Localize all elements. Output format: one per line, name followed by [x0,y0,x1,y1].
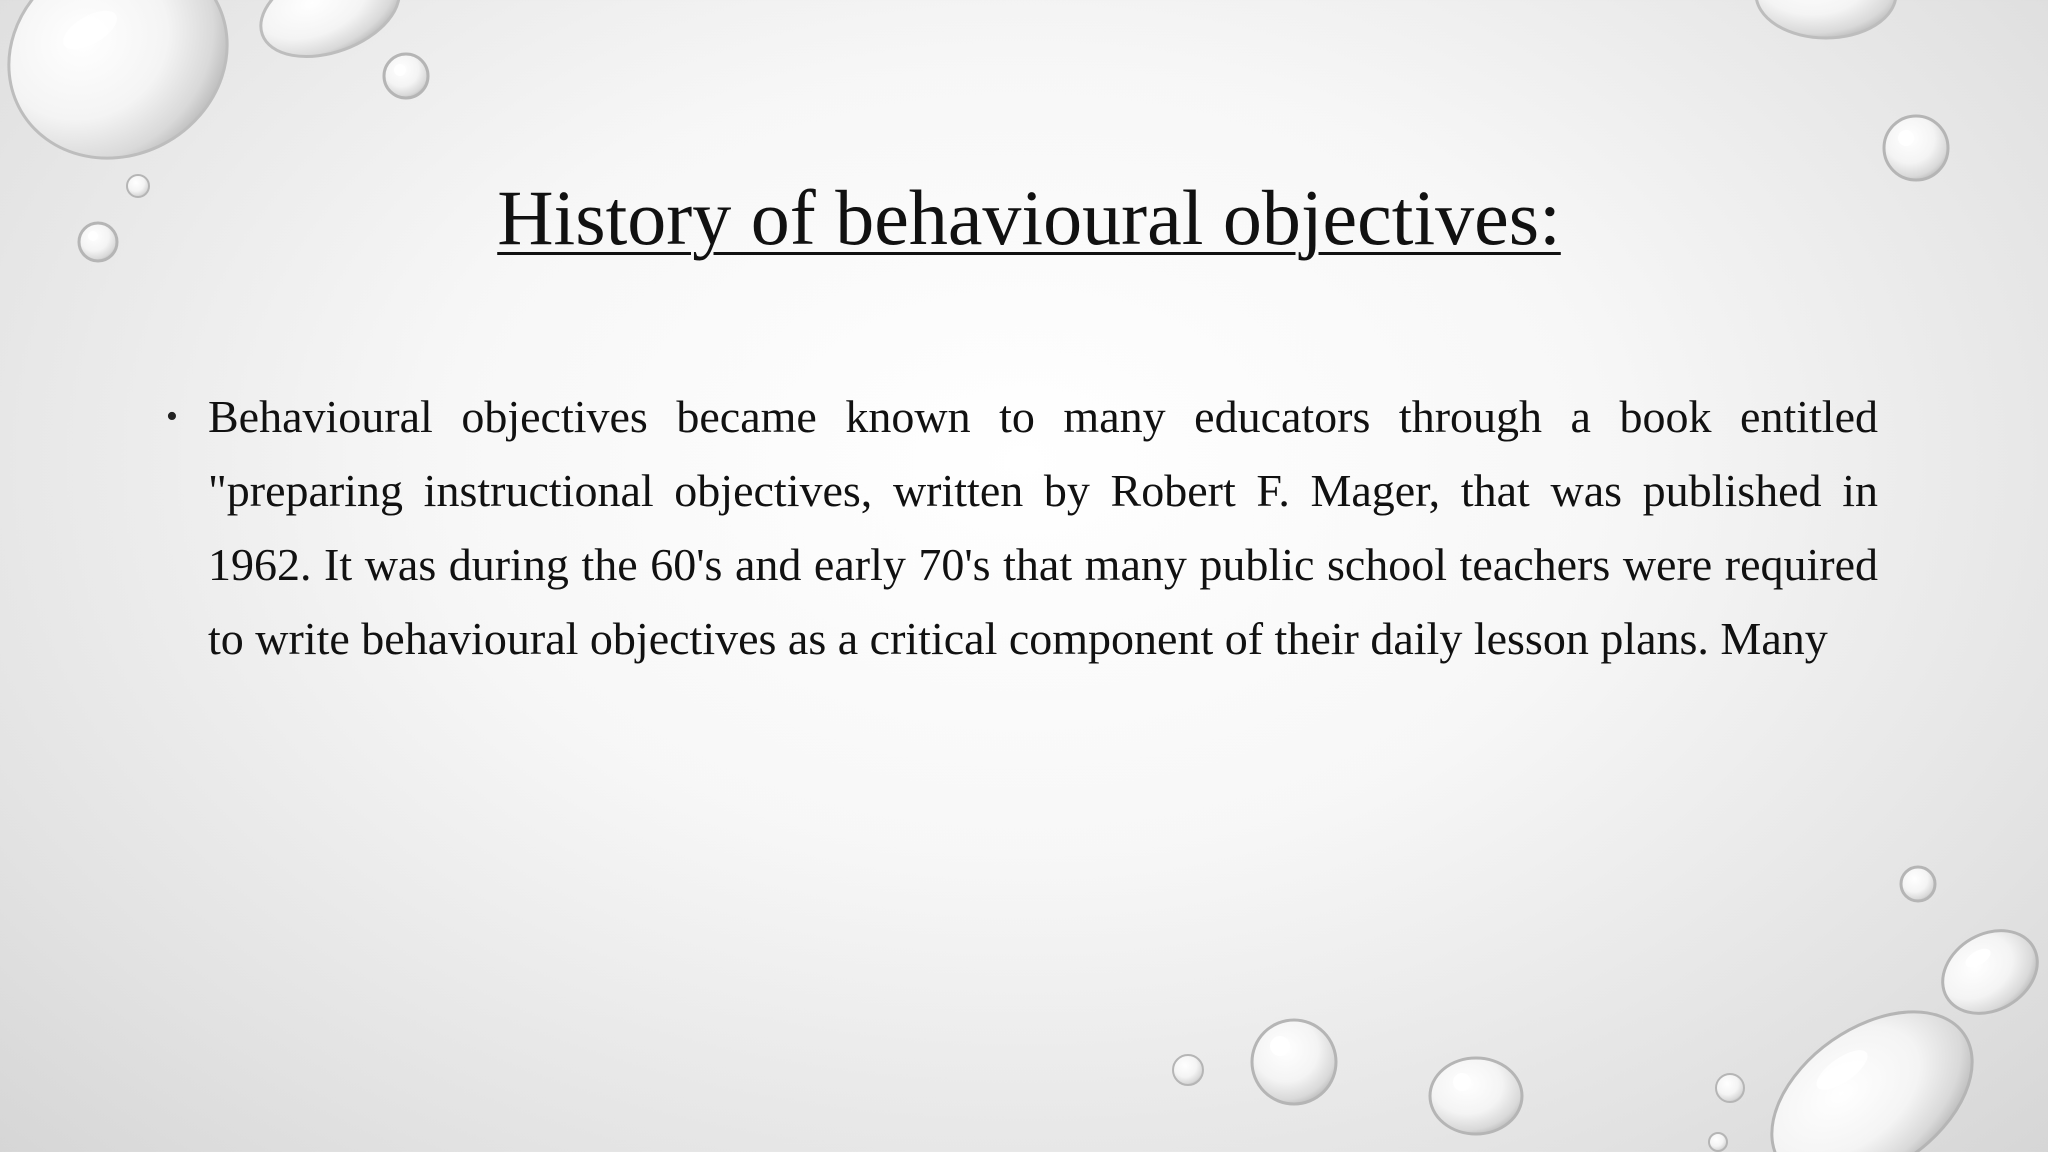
droplet [248,0,412,74]
slide-body [166,380,1878,676]
droplet [1928,914,2048,1030]
slide-title: History of behavioural objectives: [497,174,1561,261]
droplet [1756,0,1896,38]
droplet [1173,1055,1203,1085]
droplet [1709,1133,1727,1151]
droplet [1430,1058,1522,1134]
droplet [1901,867,1935,901]
bullet-marker: • [166,398,178,435]
droplet [1252,1020,1336,1104]
bullet-text: Behavioural objectives became known to many educators through a book entitled "preparing instructional objectives, written by Robert F. Mager, that was published in 1962. It was during the 60's and early 70's that many public school teachers were required to write behavioural objectives as a critical component of their daily lesson plans. Many [208,391,1878,664]
droplet [1716,1074,1744,1102]
bullet-item [166,380,1878,676]
droplet [1740,976,2004,1152]
droplet [384,54,428,98]
